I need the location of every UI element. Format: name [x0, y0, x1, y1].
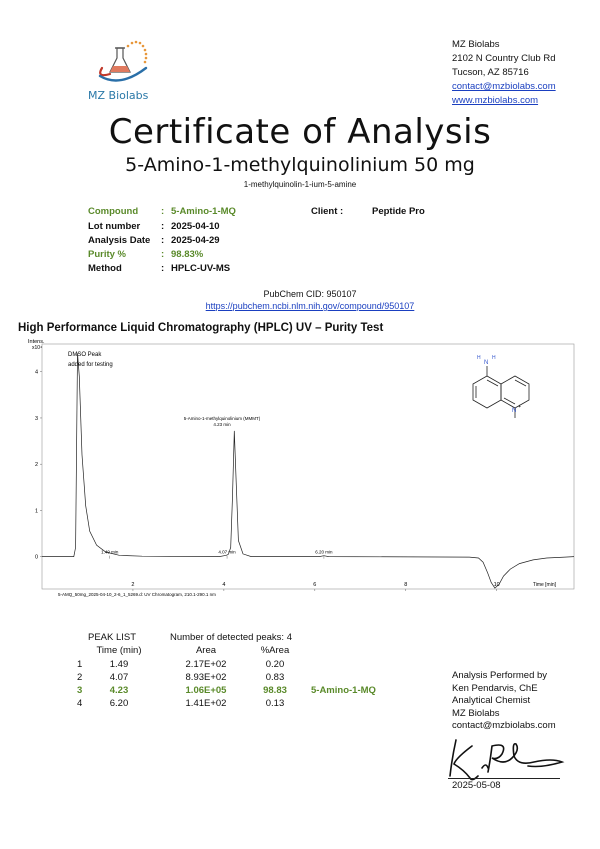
analysis-date-value: 2025-04-29 [171, 235, 220, 246]
row-area: 2.17E+02 [185, 659, 227, 670]
row-time: 1.49 [109, 659, 129, 670]
lot-colon: : [161, 221, 165, 232]
client-value: Peptide Pro [372, 206, 425, 217]
analyst-signoff [452, 670, 556, 733]
purity-colon: : [161, 249, 165, 260]
row-pct: 0.13 [265, 698, 285, 709]
pubchem-reference [0, 288, 600, 312]
amine-h-right: H [492, 355, 496, 361]
website-link[interactable]: www.mzbiolabs.com [452, 95, 539, 106]
lot-label: Lot number [88, 221, 141, 232]
x-ticks [131, 582, 499, 591]
signature-line [448, 778, 560, 779]
x-tick-label: 2 [131, 582, 135, 588]
x-tick-label: 6 [313, 582, 317, 588]
purity-value: 98.83% [171, 249, 204, 260]
y-tick-label: 3 [34, 415, 38, 422]
row-pct: 0.83 [265, 672, 285, 683]
company-address [452, 38, 556, 108]
product-subtitle: 5-Amino-1-methylquinolinium 50 mg [125, 154, 475, 176]
dmso-annotation-note: added for testing [68, 362, 113, 368]
handwritten-signature [442, 732, 567, 784]
chromatogram-trace [42, 353, 574, 588]
y-tick-label: 4 [34, 369, 38, 376]
x-tick-label: 4 [222, 582, 226, 588]
peak-time-labels [101, 550, 333, 559]
row-area: 8.93E+02 [185, 672, 227, 683]
x-tick-label: 8 [404, 582, 408, 588]
brand-name: MZ Biolabs [88, 89, 149, 102]
method-value: HPLC-UV-MS [171, 263, 231, 274]
main-peak-time-label: 4.23 min [213, 422, 231, 427]
row-area: 1.06E+05 [185, 685, 227, 696]
y-ticks [35, 370, 42, 561]
row-number: 1 [77, 659, 83, 670]
analyst-title: Analytical Chemist [452, 695, 531, 706]
col-area-header: Area [195, 645, 217, 656]
chromatogram-footer: 5-AMQ_50mg_2025-04-10_2-6_1_5269.d: UV Chromatogram, 210.1-290.1 nm [58, 592, 216, 597]
ring-charge: + [518, 404, 521, 410]
hplc-chromatogram [28, 336, 588, 606]
address-company: MZ Biolabs [452, 39, 500, 50]
method-label: Method [88, 263, 122, 274]
address-street: 2102 N Country Club Rd [452, 53, 556, 64]
row-time: 4.23 [109, 685, 129, 696]
compound-label: Compound [88, 206, 139, 217]
analyst-email: contact@mzbiolabs.com [452, 720, 556, 731]
y-unit-label: Intens. [28, 339, 45, 345]
molecule-structure [473, 366, 529, 418]
row-pct: 0.20 [265, 659, 285, 670]
analysis-date-label: Analysis Date [88, 235, 151, 246]
row-compound: 5-Amino-1-MQ [311, 685, 376, 696]
row-time: 4.07 [109, 672, 129, 683]
peak-time-label: 4.07 min [218, 549, 236, 555]
method-colon: : [161, 263, 165, 274]
row-time: 6.20 [109, 698, 129, 709]
compound-value: 5-Amino-1-MQ [171, 206, 236, 217]
dmso-annotation: DMSO Peak [68, 352, 102, 358]
row-number: 2 [77, 672, 83, 683]
ring-n: N [512, 408, 517, 414]
signoff-line-1: Analysis Performed by [452, 670, 548, 681]
main-peak-label: 5-Amino-1-methylquinolinium (MMMT) [183, 416, 261, 421]
peak-time-label: 6.20 min [315, 549, 333, 555]
pubchem-link[interactable]: https://pubchem.ncbi.nlm.nih.gov/compound/950107 [205, 301, 415, 311]
purity-label: Purity % [88, 249, 127, 260]
amine-n: N [484, 360, 489, 366]
client-label: Client : [311, 206, 344, 217]
contact-email-link[interactable]: contact@mzbiolabs.com [452, 81, 556, 92]
analyst-company: MZ Biolabs [452, 707, 500, 719]
pubchem-cid: PubChem CID: 950107 [263, 289, 357, 299]
peak-list-title: PEAK LIST [88, 632, 137, 643]
peak-time-label: 1.49 min [101, 549, 119, 555]
y-exponent-label: x10⁴ [32, 345, 43, 351]
hplc-section-title: High Performance Liquid Chromatography (HPLC) UV – Purity Test [18, 322, 384, 334]
analysis-date-colon: : [161, 235, 165, 246]
analyst-name: Ken Pendarvis, ChE [452, 682, 538, 694]
page-title: Certificate of Analysis [108, 112, 492, 152]
signoff-date: 2025-05-08 [452, 780, 501, 791]
address-city: Tucson, AZ 85716 [452, 67, 529, 78]
col-time-header: Time (min) [96, 645, 142, 656]
col-pct-header: %Area [260, 645, 290, 656]
iupac-name: 1-methylquinolin-1-ium-5-amine [243, 180, 357, 189]
plot-frame [42, 344, 574, 589]
amine-h-left: H [477, 355, 481, 361]
row-pct: 98.83 [263, 685, 287, 696]
peak-count: Number of detected peaks: 4 [170, 632, 292, 643]
lot-value: 2025-04-10 [171, 221, 220, 232]
y-tick-label: 2 [34, 462, 38, 469]
compound-colon: : [161, 206, 165, 217]
row-number: 4 [77, 698, 83, 709]
x-tick-label: 10 [493, 582, 500, 588]
y-tick-label: 0 [34, 554, 38, 561]
row-number: 3 [77, 685, 83, 696]
mz-biolabs-logo [90, 38, 160, 88]
x-axis-label: Time [min] [532, 582, 556, 588]
row-area: 1.41E+02 [185, 698, 227, 709]
y-tick-label: 1 [34, 508, 38, 515]
